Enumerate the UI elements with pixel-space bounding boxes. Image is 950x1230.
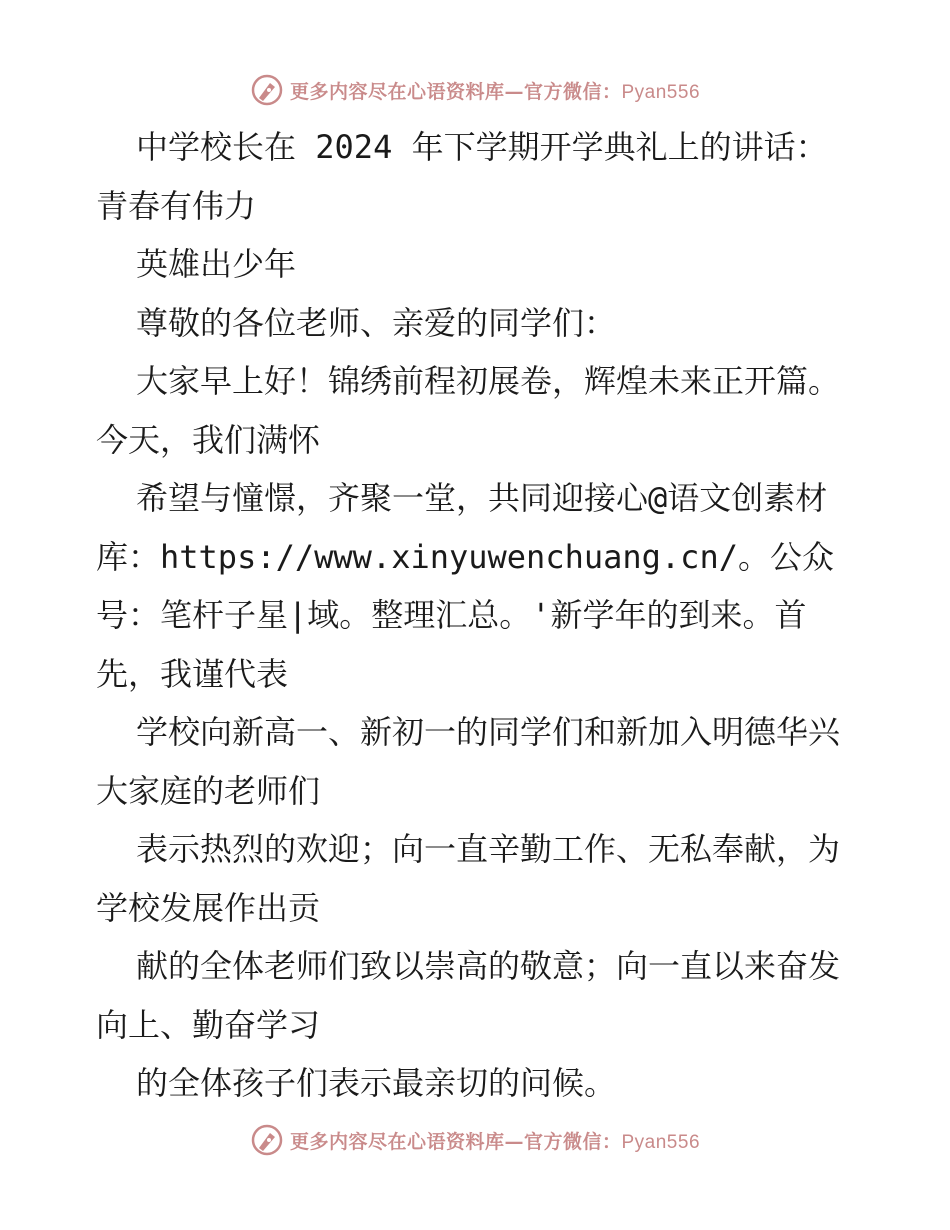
paragraph: 希望与憧憬，齐聚一堂，共同迎接心@语文创素材库：https://www.xinyuwenchuang.cn/。公众号：笔杆子星|域。整理汇总。'新学年的到来。首先，我谨代表 (96, 479, 834, 693)
watermark-id: Pyan556 (621, 81, 701, 103)
watermark-id: Pyan556 (621, 1131, 701, 1153)
watermark-text: 更多内容尽在心语资料库—官方微信：Pyan556 (289, 80, 701, 103)
paragraph: 英雄出少年 (136, 245, 297, 283)
footer-watermark-banner (0, 1120, 950, 1160)
paragraph: 中学校长在 2024 年下学期开学典礼上的讲话：青春有伟力 (96, 128, 828, 225)
paragraph: 献的全体老师们致以崇高的敬意；向一直以来奋发向上、勤奋学习 (96, 947, 841, 1044)
paragraph: 尊敬的各位老师、亲爱的同学们： (136, 303, 617, 342)
paragraph: 表示热烈的欢迎；向一直辛勤工作、无私奉献，为学校发展作出贡 (96, 830, 841, 927)
paragraph: 大家早上好！锦绣前程初展卷，辉煌未来正开篇。今天，我们满怀 (96, 362, 841, 459)
watermark-text: 更多内容尽在心语资料库—官方微信：Pyan556 (289, 1130, 701, 1153)
pen-nib-logo-icon (250, 1123, 284, 1157)
document-body (96, 118, 856, 1113)
paragraph: 学校向新高一、新初一的同学们和新加入明德华兴大家庭的老师们 (96, 713, 841, 810)
paragraph: 的全体孩子们表示最亲切的问候。 (136, 1064, 617, 1102)
pen-nib-logo-icon (250, 73, 284, 107)
header-watermark-banner (0, 70, 950, 110)
